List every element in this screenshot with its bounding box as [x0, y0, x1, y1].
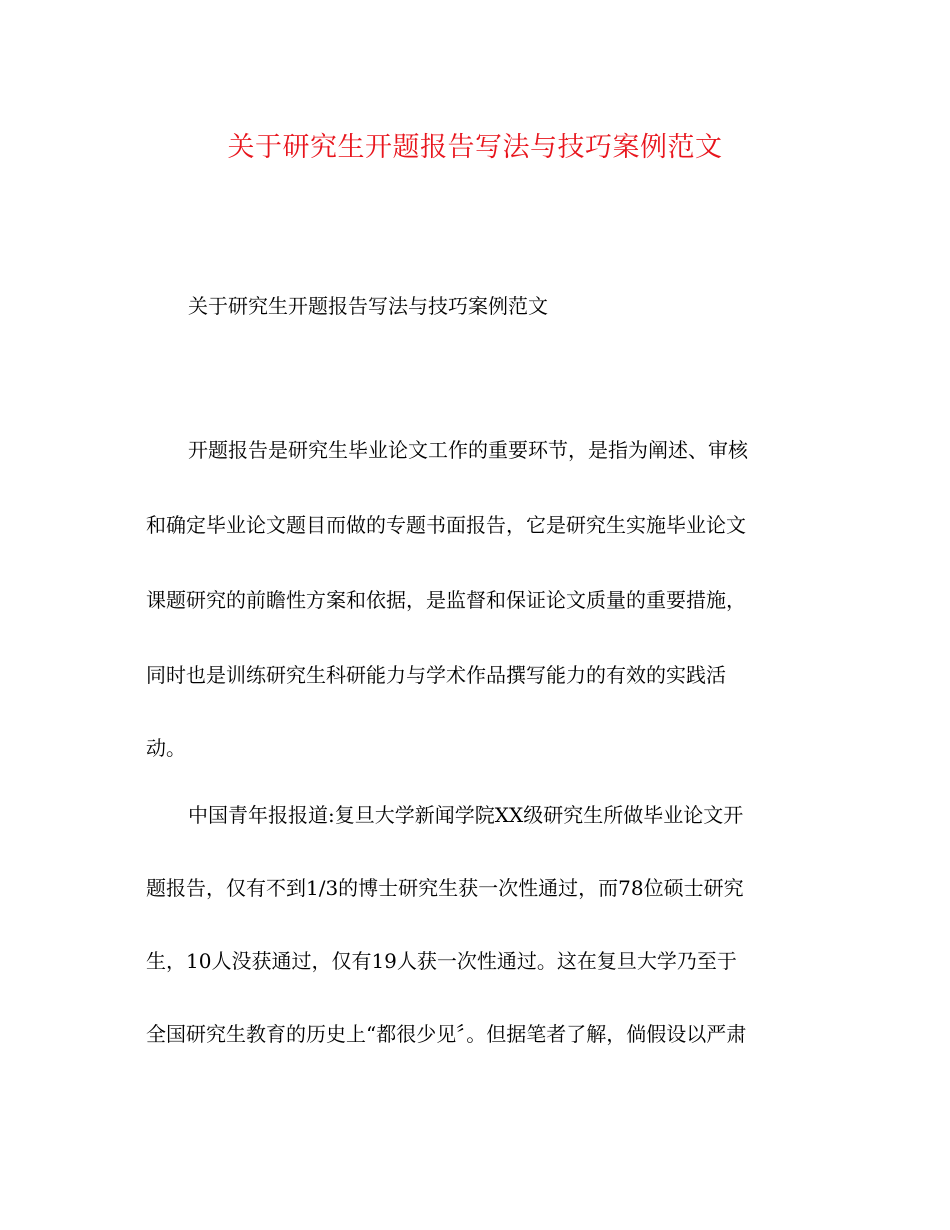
- paragraph-line: 同时也是训练研究生科研能力与学术作品撰写能力的有效的实践活: [146, 663, 726, 687]
- paragraph-line: 生，10人没获通过，仅有19人获一次性通过。这在复旦大学乃至于: [146, 949, 737, 973]
- paragraph-line: 开题报告是研究生毕业论文工作的重要环节，是指为阐述、审核: [188, 438, 748, 462]
- paragraph-line: 中国青年报报道:复旦大学新闻学院XX级研究生所做毕业论文开: [188, 803, 744, 827]
- paragraph-line: 课题研究的前瞻性方案和依据，是监督和保证论文质量的重要措施，: [146, 588, 746, 612]
- paragraph-line: 和确定毕业论文题目而做的专题书面报告，它是研究生实施毕业论文: [146, 513, 746, 537]
- document-title: 关于研究生开题报告写法与技巧案例范文: [227, 132, 723, 163]
- paragraph-line: 动。: [146, 736, 186, 760]
- paragraph-line: 全国研究生教育的历史上“都很少见〞。但据笔者了解，倘假设以严肃: [146, 1022, 747, 1046]
- document-subtitle: 关于研究生开题报告写法与技巧案例范文: [188, 294, 548, 318]
- paragraph-line: 题报告，仅有不到1/3的博士研究生获一次性通过，而78位硕士研究: [146, 876, 744, 900]
